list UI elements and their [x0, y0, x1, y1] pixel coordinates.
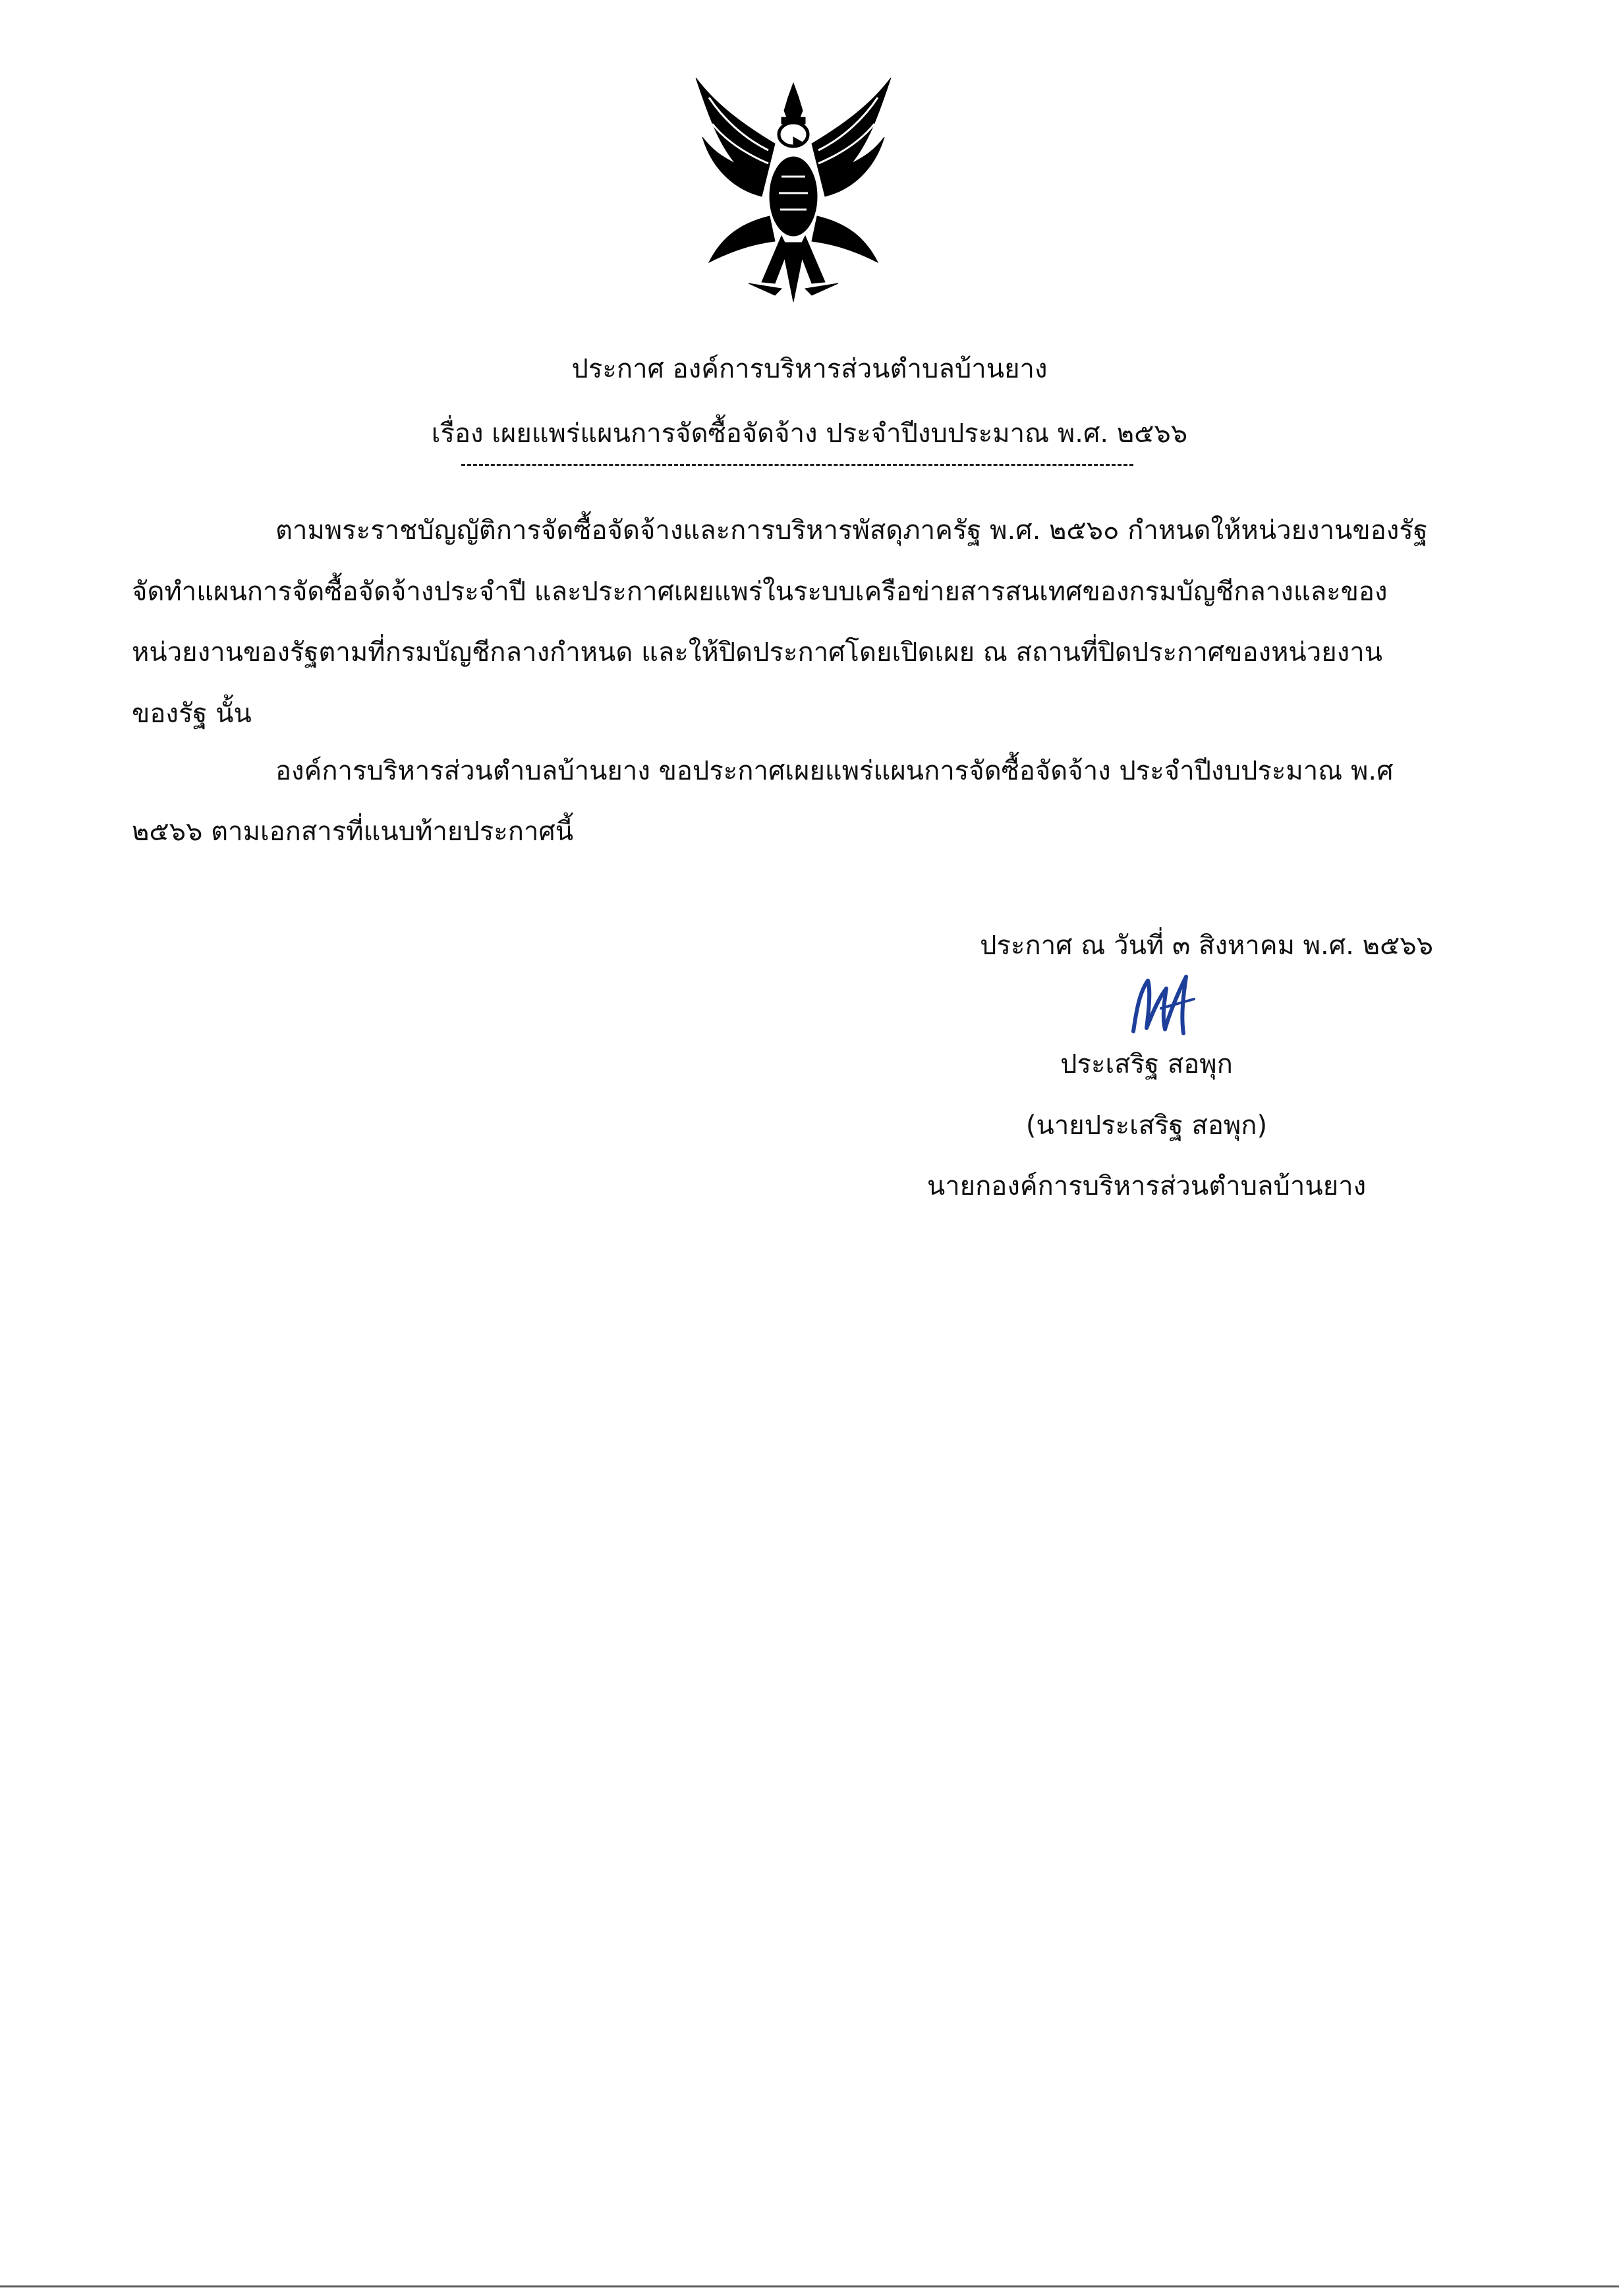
paragraph1-line1: ตามพระราชบัญญัติการจัดซื้อจัดจ้างและการบริหารพัสดุภาครัฐ พ.ศ. ๒๕๖๐ กำหนดให้หน่วยงานของรัฐ	[275, 515, 1428, 546]
garuda-emblem-icon	[683, 71, 904, 308]
signer-name: ประเสริฐ สอพุก	[1060, 1049, 1233, 1079]
announcement-subject: เรื่อง เผยแพร่แผนการจัดซื้อจัดจ้าง ประจำปีงบประมาณ พ.ศ. ๒๕๖๖	[431, 418, 1188, 449]
paragraph1-line4: ของรัฐ นั้น	[132, 699, 252, 729]
announcement-date: ประกาศ ณ วันที่ ๓ สิงหาคม พ.ศ. ๒๕๖๖	[980, 931, 1433, 961]
title-separator	[461, 464, 1133, 466]
handwritten-signature	[1120, 969, 1199, 1040]
paragraph1-line2: จัดทำแผนการจัดซื้อจัดจ้างประจำปี และประกาศเผยแพร่ในระบบเครือข่ายสารสนเทศของกรมบัญชีกลางและของ	[132, 577, 1388, 607]
signer-position: นายกองค์การบริหารส่วนตำบลบ้านยาง	[926, 1171, 1367, 1201]
paragraph2-line1: องค์การบริหารส่วนตำบลบ้านยาง ขอประกาศเผยแพร่แผนการจัดซื้อจัดจ้าง ประจำปีงบประมาณ พ.ศ	[275, 756, 1394, 786]
announcement-title: ประกาศ องค์การบริหารส่วนตำบลบ้านยาง	[571, 354, 1048, 384]
signer-full-name: (นายประเสริฐ สอพุก)	[1025, 1110, 1268, 1141]
paragraph1-line3: หน่วยงานของรัฐตามที่กรมบัญชีกลางกำหนด และให้ปิดประกาศโดยเปิดเผย ณ สถานที่ปิดประกาศของหน่วยงาน	[132, 637, 1383, 668]
paragraph2-line2: ๒๕๖๖ ตามเอกสารที่แนบท้ายประกาศนี้	[132, 817, 574, 847]
page-bottom-rule	[0, 2285, 1619, 2287]
